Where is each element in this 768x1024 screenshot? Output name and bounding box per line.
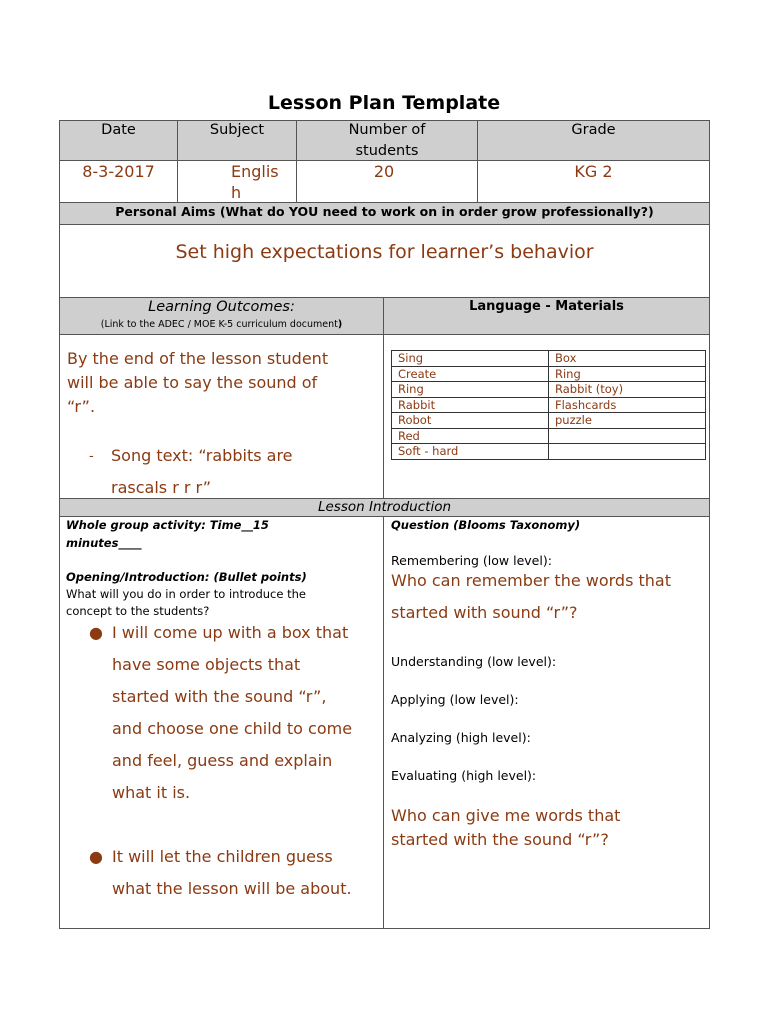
table-cell: Ring — [392, 382, 549, 398]
subject-header: Subject — [209, 122, 265, 138]
table-cell — [549, 444, 706, 460]
song-text-line1: Song text: “rabbits are — [111, 446, 293, 465]
language-materials-label: Language - Materials — [469, 299, 624, 314]
table-cell: puzzle — [549, 413, 706, 429]
table-border-bottom — [59, 928, 710, 929]
table-cell: Sing — [392, 351, 549, 367]
grade-header: Grade — [571, 122, 616, 138]
bullet-icon: ● — [89, 847, 103, 866]
table-cell: Red — [392, 428, 549, 444]
question-label: Question (Blooms Taxonomy) — [391, 518, 581, 532]
remembering-answer-line1: Who can remember the words that — [391, 571, 671, 590]
analyzing-label: Analyzing (high level): — [391, 730, 531, 745]
learning-outcomes-label: Learning Outcomes: — [148, 299, 295, 315]
table-row — [392, 413, 706, 429]
table-row — [392, 366, 706, 382]
evaluating-label: Evaluating (high level): — [391, 768, 537, 783]
table-row — [392, 397, 706, 413]
bullet1-line: I will come up with a box that — [112, 623, 349, 642]
table-line — [59, 202, 710, 203]
bullet2-line: what the lesson will be about. — [112, 879, 352, 898]
evaluating-answer-line1: Who can give me words that — [391, 806, 621, 825]
table-cell: Box — [549, 351, 706, 367]
table-line — [59, 516, 710, 517]
table-line — [383, 297, 384, 498]
table-row — [392, 351, 706, 367]
table-line — [59, 224, 710, 225]
outcome-line2: will be able to say the sound of — [67, 373, 318, 392]
subject-value-line1: Englis — [231, 162, 279, 181]
bullet1-line: have some objects that — [112, 655, 301, 674]
date-value: 8-3-2017 — [82, 162, 155, 181]
song-text-line2: rascals r r r” — [111, 478, 212, 497]
grade-value: KG 2 — [574, 162, 613, 181]
table-row — [392, 382, 706, 398]
opening-label: Opening/Introduction: (Bullet points) — [66, 570, 307, 584]
table-row — [392, 428, 706, 444]
remembering-answer-line2: started with sound “r”? — [391, 603, 578, 622]
personal-aims-text: Set high expectations for learner’s behavior — [175, 241, 594, 263]
applying-label: Applying (low level): — [391, 692, 519, 707]
bullet-icon: ● — [89, 623, 103, 642]
table-cell: Ring — [549, 366, 706, 382]
table-line — [383, 516, 384, 928]
opening-question-line2: concept to the students? — [66, 604, 210, 618]
table-border-right — [709, 120, 710, 929]
outcome-line1: By the end of the lesson student — [67, 349, 329, 368]
opening-question-line1: What will you do in order to introduce the — [66, 587, 306, 601]
remembering-label: Remembering (low level): — [391, 553, 552, 568]
table-cell: Robot — [392, 413, 549, 429]
table-row — [392, 444, 706, 460]
students-header-line1: Number of — [348, 122, 426, 138]
bullet2-line: It will let the children guess — [112, 847, 333, 866]
table-line — [59, 334, 710, 335]
date-header: Date — [101, 122, 136, 138]
table-cell: Create — [392, 366, 549, 382]
whole-group-line1: Whole group activity: Time__15 — [66, 518, 269, 532]
page-title: Lesson Plan Template — [267, 92, 501, 114]
table-line — [59, 160, 710, 161]
bullet1-line: and feel, guess and explain — [112, 751, 333, 770]
table-cell: Rabbit — [392, 397, 549, 413]
table-cell: Rabbit (toy) — [549, 382, 706, 398]
table-border-top — [59, 120, 710, 121]
song-dash: - — [89, 449, 94, 464]
students-header-line2: students — [355, 143, 419, 159]
table-line — [59, 297, 710, 298]
subject-value-line2: h — [231, 183, 242, 202]
whole-group-line2: minutes____ — [66, 536, 142, 550]
materials-table — [391, 350, 706, 460]
evaluating-answer-line2: started with the sound “r”? — [391, 830, 609, 849]
personal-aims-label: Personal Aims (What do YOU need to work on in order grow professionally?) — [115, 204, 654, 219]
table-cell: Soft - hard — [392, 444, 549, 460]
table-cell — [549, 428, 706, 444]
bullet1-line: what it is. — [112, 783, 191, 802]
understanding-label: Understanding (low level): — [391, 654, 557, 669]
lesson-intro-label: Lesson Introduction — [317, 499, 452, 515]
students-value: 20 — [373, 162, 395, 181]
bullet1-line: started with the sound “r”, — [112, 687, 327, 706]
curriculum-link-note: (Link to the ADEC / MOE K-5 curriculum document) — [100, 319, 343, 330]
outcome-line3: “r”. — [67, 397, 96, 416]
table-cell: Flashcards — [549, 397, 706, 413]
bullet1-line: and choose one child to come — [112, 719, 353, 738]
